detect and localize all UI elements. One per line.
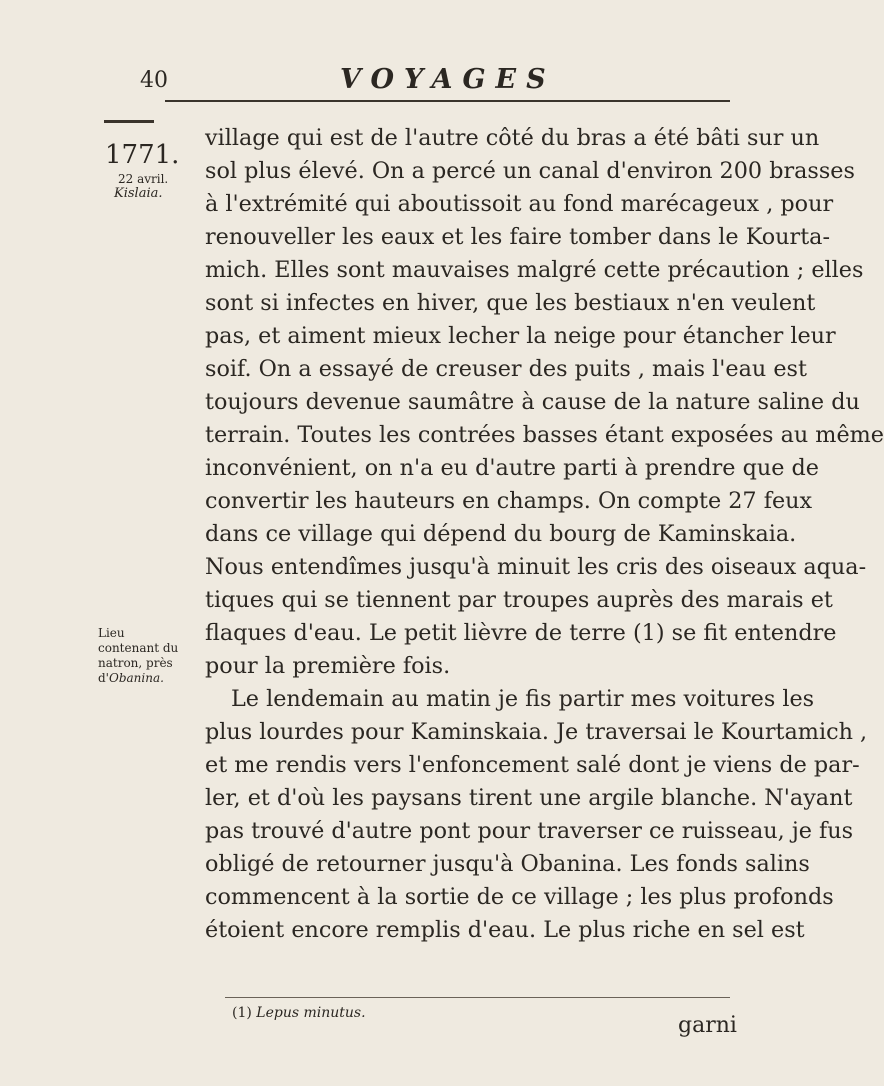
text-line: inconvénient, on n'a eu d'autre parti à prendre que de (205, 455, 819, 481)
text-line: convertir les hauteurs en champs. On compte 27 feux (205, 488, 813, 514)
text-line: sol plus élevé. On a percé un canal d'environ 200 brasses (205, 158, 855, 184)
text-line: obligé de retourner jusqu'à Obanina. Les fonds salins (205, 851, 810, 877)
text-line: et me rendis vers l'enfoncement salé dont je viens de par- (205, 752, 860, 778)
footnote-text: Lepus minutus. (256, 1005, 366, 1021)
text-line: pour la première fois. (205, 653, 451, 679)
text-line: pas trouvé d'autre pont pour traverser ce ruisseau, je fus (205, 818, 854, 844)
margin-year: 1771. (105, 140, 180, 170)
margin-note-place: Obanina. (108, 671, 164, 685)
text-line: ler, et d'où les paysans tirent une argile blanche. N'ayant (205, 785, 853, 811)
page-number: 40 (140, 68, 168, 93)
text-line: commencent à la sortie de ce village ; les plus profonds (205, 884, 834, 910)
text-line: toujours devenue saumâtre à cause de la nature saline du (205, 389, 860, 415)
margin-date: 22 avril. (118, 172, 169, 186)
catchword: garni (678, 1013, 737, 1038)
margin-note-text: Lieu contenant du natron, près d' (98, 626, 179, 685)
text-line: village qui est de l'autre côté du bras a été bâti sur un (205, 125, 820, 151)
text-line: sont si infectes en hiver, que les bestiaux n'en veulent (205, 290, 816, 316)
footnote-marker: (1) (232, 1005, 252, 1021)
text-line: terrain. Toutes les contrées basses étant exposées au même (205, 422, 884, 448)
header-rule (165, 100, 730, 102)
text-line: soif. On a essayé de creuser des puits , mais l'eau est (205, 356, 807, 382)
margin-note (98, 626, 182, 686)
text-line: dans ce village qui dépend du bourg de Kaminskaia. (205, 521, 797, 547)
running-head: VOYAGES (340, 64, 556, 95)
text-line: étoient encore remplis d'eau. Le plus riche en sel est (205, 917, 805, 943)
text-line: tiques qui se tiennent par troupes auprès des marais et (205, 587, 833, 613)
text-line: plus lourdes pour Kaminskaia. Je traversai le Kourtamich , (205, 719, 868, 745)
text-line: à l'extrémité qui aboutissoit au fond marécageux , pour (205, 191, 834, 217)
body-text (205, 122, 884, 947)
text-line: Nous entendîmes jusqu'à minuit les cris des oiseaux aqua- (205, 554, 867, 580)
text-line: pas, et aiment mieux lecher la neige pour étancher leur (205, 323, 836, 349)
footnote-rule (225, 997, 730, 998)
text-line: renouveller les eaux et les faire tomber dans le Kourta- (205, 224, 830, 250)
text-line: Le lendemain au matin je fis partir mes voitures les (231, 686, 815, 712)
text-line: flaques d'eau. Le petit lièvre de terre (1) se fit entendre (205, 620, 837, 646)
text-line: mich. Elles sont mauvaises malgré cette précaution ; elles (205, 257, 864, 283)
footnote (232, 1005, 366, 1021)
margin-rule (104, 120, 154, 123)
margin-place: Kislaia. (114, 186, 163, 201)
